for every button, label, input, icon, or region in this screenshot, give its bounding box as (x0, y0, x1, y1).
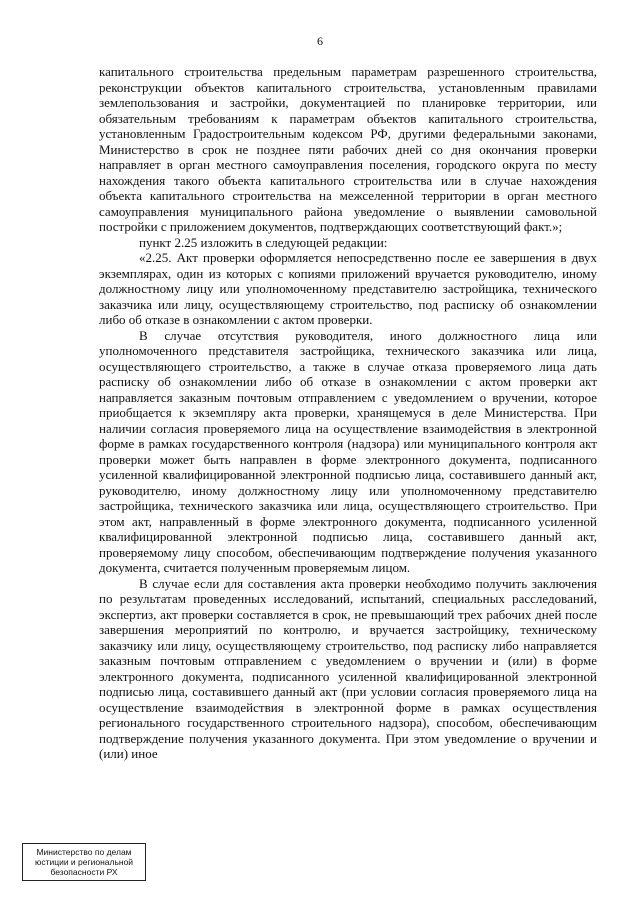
paragraph: «2.25. Акт проверки оформляется непосредственно после ее завершения в двух экземплярах, один из которых с копиями приложений вручается руководителю, иному должностному лицу или уполномоченному представителю застройщика, технического заказчика или лицу, осуществляющему строительство, под расписку об ознакомлении либо об отказе в ознакомлении с актом проверки. (99, 250, 597, 327)
paragraph: В случае отсутствия руководителя, иного должностного лица или уполномоченного представителя застройщика, технического заказчика или лица, осуществляющего строительство, а также в случае отказа проверяемого лица дать расписку об ознакомлении либо об отказе в ознакомлении с актом проверки акт направляется заказным почтовым отправлением с уведомлением о вручении, которое приобщается к экземпляру акта проверки, хранящемуся в деле Министерства. При наличии согласия проверяемого лица на осуществление взаимодействия в электронной форме в рамках государственного контроля (надзора) или муниципального контроля акт проверки может быть направлен в форме электронного документа, подписанного усиленной квалифицированной электронной подписью лица, составившего данный акт, руководителю, иному должностному лицу или уполномоченному представителю застройщика, технического заказчика или лица, осуществляющего строительство. При этом акт, направленный в форме электронного документа, подписанного усиленной квалифицированной электронной подписью лица, составившего данный акт, проверяемому лицу способом, обеспечивающим подтверждение получения указанного документа, считается полученным проверяемым лицом. (99, 327, 597, 575)
stamp-line: Министерство по делам (36, 847, 132, 857)
stamp-line: юстиции и региональной (34, 857, 134, 867)
paragraph: капитального строительства предельным параметрам разрешенного строительства, реконструкции объектов капитального строительства, установленным правилами землепользования и застройки, документацией по планировке территории, или обязательным требованиям к параметрам объектов капитального строительства, установленным Градостроительным кодексом РФ, другими федеральными законами, Министерство в срок не позднее пяти рабочих дней со дня окончания проверки направляет в орган местного самоуправления поселения, городского округа по месту нахождения такого объекта капитального строительства или в случае нахождения объекта капитального строительства на межселенной территории в орган местного самоуправления муниципального района уведомление о выявлении самовольной постройки с приложением документов, подтверждающих соответствующий факт.»; (99, 64, 597, 234)
paragraph: пункт 2.25 изложить в следующей редакции: (139, 234, 388, 250)
paragraph: В случае если для составления акта проверки необходимо получить заключения по результатам проведенных исследований, испытаний, специальных расследований, экспертиз, акт проверки составляется в срок, не превышающий трех рабочих дней после завершения мероприятий по контролю, и вручается застройщику, техническому заказчику или лицу, осуществляющему строительство, под расписку либо направляется заказным почтовым отправлением с уведомлением о вручении и (или) в форме электронного документа, подписанного усиленной квалифицированной электронной подписью лица, составившего данный акт (при условии согласия проверяемого лица на осуществление взаимодействия в электронной форме в рамках осуществления регионального государственного строительного надзора), способом, обеспечивающим подтверждение получения указанного документа. При этом уведомление о вручении и (или) иное (99, 575, 597, 761)
document-body (99, 64, 597, 762)
ministry-stamp (22, 843, 146, 881)
stamp-line: безопасности РХ (50, 867, 118, 877)
page-number: 6 (317, 34, 323, 48)
